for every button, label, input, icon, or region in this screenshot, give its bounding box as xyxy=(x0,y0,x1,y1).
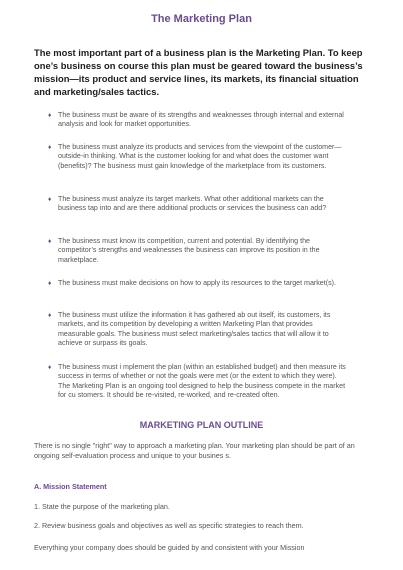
diamond-bullet-icon: ♦ xyxy=(48,112,52,119)
diamond-bullet-icon: ♦ xyxy=(48,280,52,287)
diamond-bullet-icon: ♦ xyxy=(48,144,52,151)
list-item-text: The business must know its competition, current and potential. By identifying the competitor’s strengths and weaknesses the business can improve its position in the marketplace. xyxy=(58,237,320,264)
step-item: 1. State the purpose of the marketing plan. xyxy=(34,502,170,511)
diamond-bullet-icon: ♦ xyxy=(48,312,52,319)
subsection-heading: A. Mission Statement xyxy=(34,482,107,491)
list-item-text: The business must i mplement the plan (within an established budget) and then measure its success in terms of whether or not the goals were met (or the extent to which they were). The Marketing Plan is an ongoing tool designed to help the business compete in the market for cu stomers. It should be re-visited, re-worked, and re-created often. xyxy=(58,363,346,400)
diamond-bullet-icon: ♦ xyxy=(48,196,52,203)
list-item xyxy=(46,111,346,130)
intro-paragraph: The most important part of a business plan is the Marketing Plan. To keep one’s business on course this plan must be geared toward the business’s mission—its product and service lines, its markets, its financial situation and marketing/sales tactics. xyxy=(34,47,363,97)
list-item-text: The business must analyze its products and services from the viewpoint of the customer—outside-in thinking. What is the customer looking for and what does the customer want (benefits)? The business must gain knowledge of the marketplace from its customers. xyxy=(58,143,342,170)
list-item xyxy=(46,363,346,401)
diamond-bullet-icon: ♦ xyxy=(48,364,52,371)
list-item xyxy=(46,143,346,171)
list-item xyxy=(46,279,336,288)
list-item-text: The business must utilize the information it has gathered ab out itself, its customers, its markets, and its competition by developing a written Marketing Plan that provides measurable goals. The business must select marketing/sales tactics that will allow it to achieve or surpass its goals. xyxy=(58,311,331,348)
diamond-bullet-icon: ♦ xyxy=(48,238,52,245)
outline-intro-paragraph: There is no single "right" way to approach a marketing plan. Your marketing plan should be part of an ongoing self-evaluation process and unique to your busines s. xyxy=(34,441,355,460)
step-item: 2. Review business goals and objectives as well as specific strategies to reach them. xyxy=(34,521,304,530)
list-item-text: The business must analyze its target markets. What other additional markets can the business tap into and are there additional products or services the business can add? xyxy=(58,195,327,213)
closing-paragraph: Everything your company does should be guided by and consistent with your Mission xyxy=(34,543,305,552)
list-item-text: The business must be aware of its strengths and weaknesses through internal and external analysis and look for market opportunities. xyxy=(58,111,344,129)
list-item-text: The business must make decisions on how to apply its resources to the target market(s). xyxy=(58,279,336,287)
section-heading: MARKETING PLAN OUTLINE xyxy=(139,420,264,430)
list-item xyxy=(46,237,346,265)
list-item xyxy=(46,195,346,214)
page-title: The Marketing Plan xyxy=(151,13,252,25)
list-item xyxy=(46,311,346,349)
